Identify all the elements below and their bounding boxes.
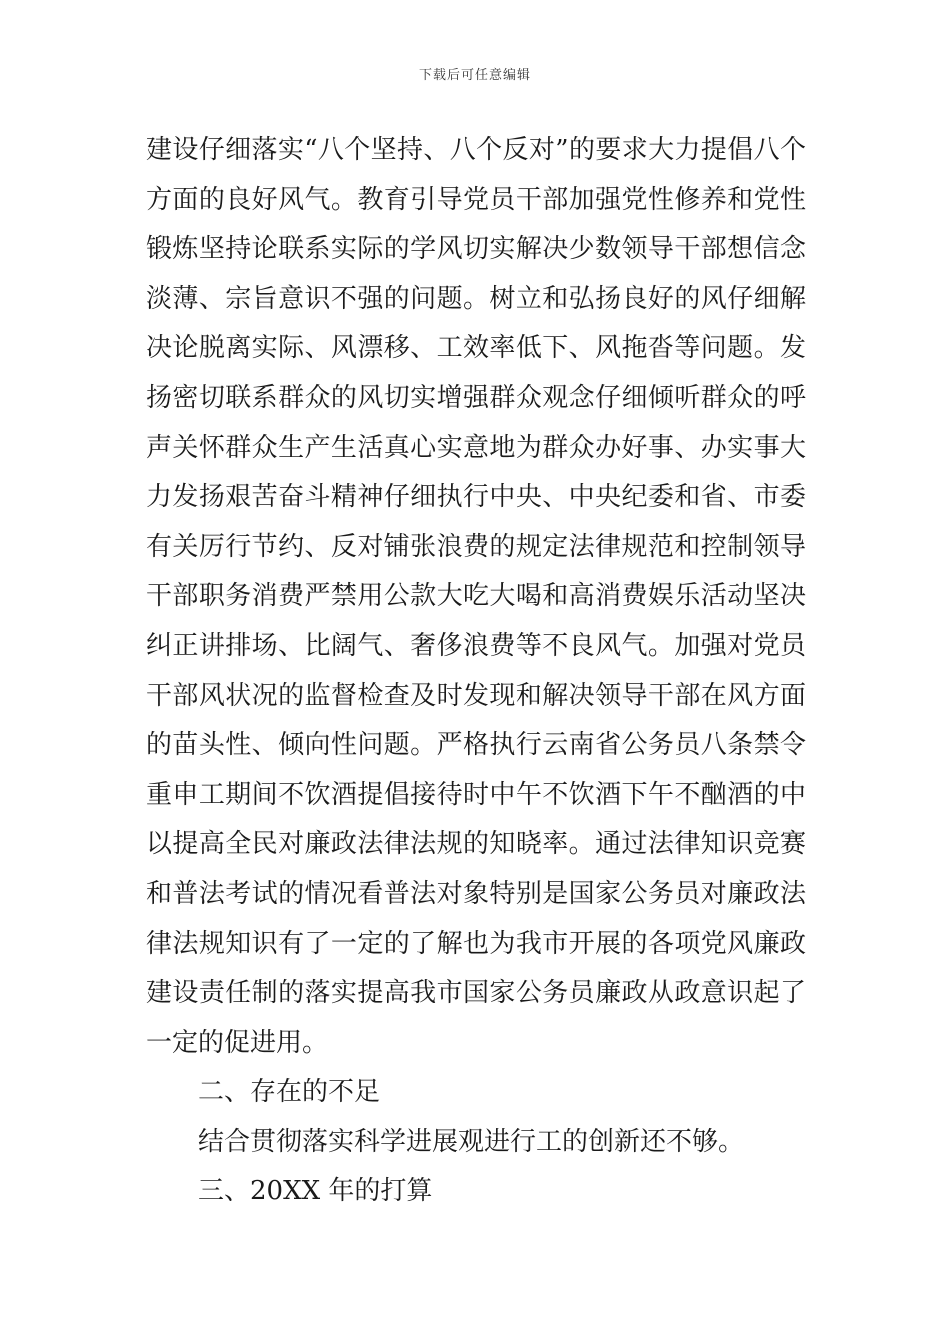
page-header-note: 下载后可任意编辑 [418,68,531,83]
section-heading-plan: 三、20XX 年的打算 [198,1176,433,1207]
section-heading-deficiency: 二、存在的不足 [198,1077,381,1108]
document-body [146,126,806,1217]
deficiency-paragraph: 结合贯彻落实科学进展观进行工的创新还不够。 [198,1126,745,1157]
main-paragraph: 建设仔细落实“八个坚持、八个反对”的要求大力提倡八个方面的良好风气。教育引导党员干部加强党性修养和党性锻炼坚持论联系实际的学风切实解决少数领导干部想信念淡薄、宗旨意识不强的问题。树立和弘扬良好的风仔细解决论脱离实际、风漂移、工效率低下、风拖沓等问题。发扬密切联系群众的风切实增强群众观念仔细倾听群众的呼声关怀群众生产生活真心实意地为群众办好事、办实事大力发扬艰苦奋斗精神仔细执行中央、中央纪委和省、市委有关厉行节约、反对铺张浪费的规定法律规范和控制领导干部职务消费严禁用公款大吃大喝和高消费娱乐活动坚决纠正讲排场、比阔气、奢侈浪费等不良风气。加强对党员干部风状况的监督检查及时发现和解决领导干部在风方面的苗头性、倾向性问题。严格执行云南省公务员八条禁令重申工期间不饮酒提倡接待时中午不饮酒下午不酗酒的中以提高全民对廉政法律法规的知晓率。通过法律知识竞赛和普法考试的情况看普法对象特别是国家公务员对廉政法律法规知识有了一定的了解也为我市开展的各项党风廉政建设责任制的落实提高我市国家公务员廉政从政意识起了一定的促进用。 [146,135,806,1058]
